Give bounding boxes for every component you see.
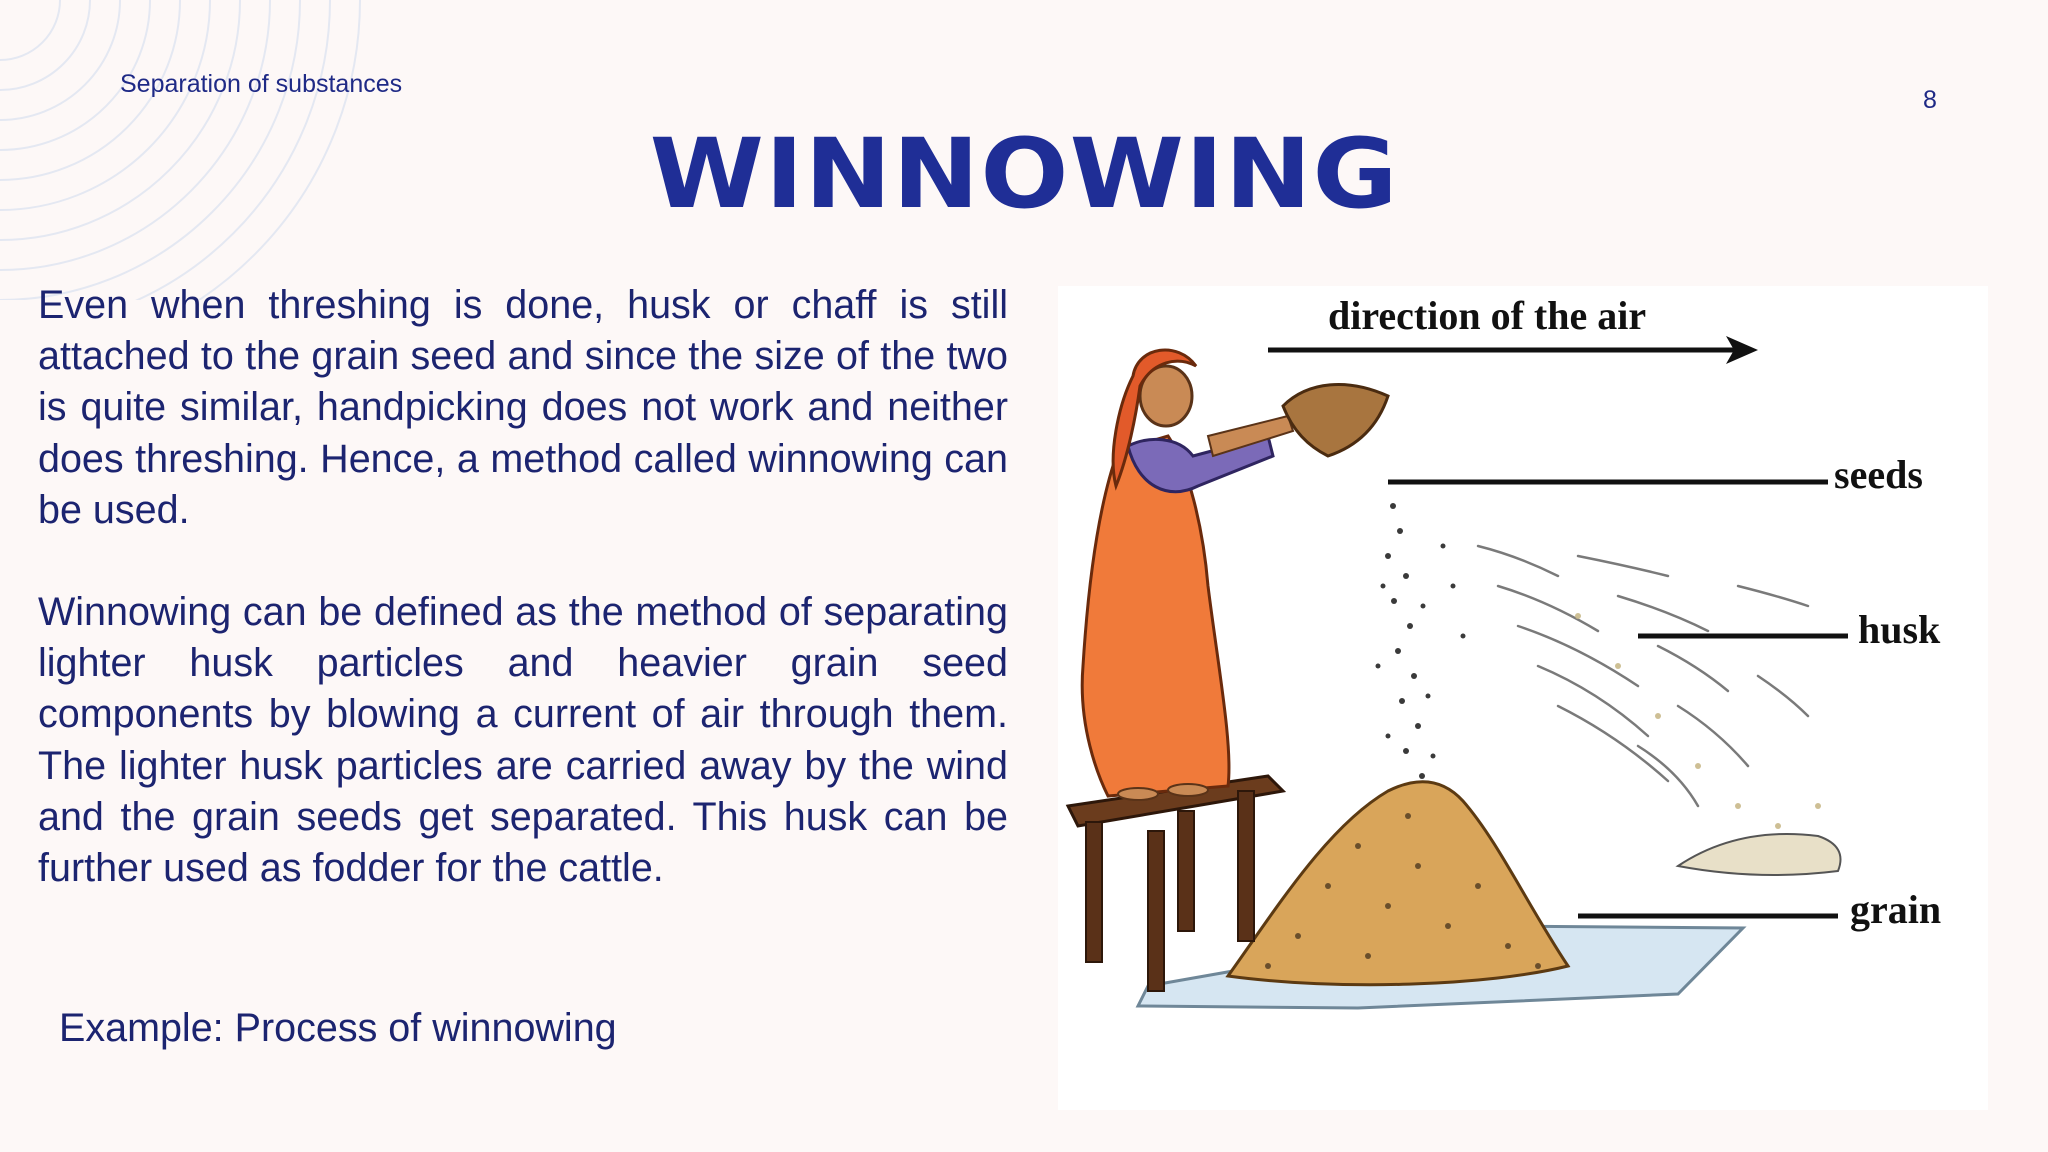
winnowing-illustration	[1058, 286, 1988, 1110]
slide-title-text: WINNOWING	[649, 118, 1399, 230]
grain-pile-shape	[1228, 782, 1568, 985]
page-number: 8	[1923, 86, 1937, 114]
paragraph-threshing: Even when threshing is done, husk or chaff is still attached to the grain seed and since the size of the two is quite similar, handpicking does not work and neither does threshing. Hence, a method called winnowing can be used.	[38, 283, 1008, 532]
husk-label: husk	[1858, 607, 1941, 652]
winnowing-drawing	[1058, 286, 1988, 1110]
slide-title	[0, 118, 2048, 230]
winnowing-basket	[1283, 385, 1388, 456]
slide-topic: Separation of substances	[120, 70, 403, 98]
air-direction-arrow	[1268, 336, 1758, 364]
woman-figure	[1082, 350, 1293, 800]
seeds-label: seeds	[1834, 452, 1923, 497]
grain-label: grain	[1850, 887, 1942, 932]
example-caption: Example: Process of winnowing	[59, 1006, 617, 1050]
husk-heap-shape	[1678, 834, 1841, 875]
paragraph-winnowing-definition: Winnowing can be defined as the method of separating lighter husk particles and heavier grain seed components by blowing a current of air through them. The lighter husk particles are carried away by the wind and the grain seeds get separated. This husk can be further used as fodder for the cattle.	[38, 590, 1008, 891]
direction-of-air-label: direction of the air	[1328, 293, 1647, 338]
